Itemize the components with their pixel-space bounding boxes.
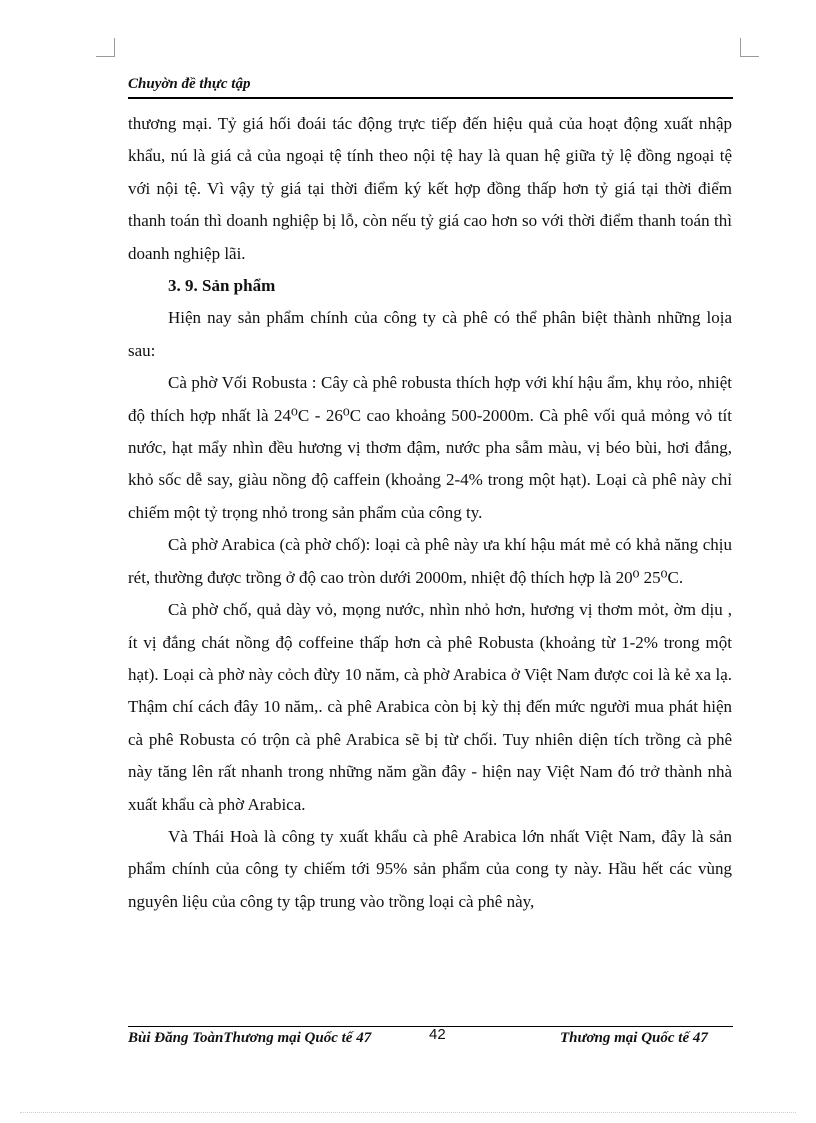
- paragraph: Cà phờ Vối Robusta : Cây cà phê robusta thích hợp với khí hậu ẩm, khụ rỏo, nhiệt độ thích hợp nhất là 24⁰C - 26⁰C cao khoảng 500-2000m. Cà phê vối quả mỏng vỏ tít nước, hạt mẩy nhìn đều hương vị thơm đậm, nước pha sẫm màu, vị béo bùi, hơi đắng, khỏ sốc dễ say, giàu nồng độ caffein (khoảng 2-4% trong một hạt). Loại cà phê này chỉ chiếm một tỷ trọng nhỏ trong sản phẩm của công ty.: [128, 373, 732, 522]
- crop-mark-top-left: [96, 38, 115, 57]
- header-rule: [128, 97, 733, 99]
- paragraph: Cà phờ Arabica (cà phờ chố): loại cà phê này ưa khí hậu mát mẻ có khả năng chịu rét, thường được trồng ở độ cao tròn dưới 2000m, nhiệt độ thích hợp là 20⁰ 25⁰C.: [128, 535, 732, 587]
- crop-mark-top-right: [740, 38, 759, 57]
- paragraph: Cà phờ chố, quả dày vỏ, mọng nước, nhìn nhỏ hơn, hương vị thơm mỏt, ờm dịu , ít vị đắng chát nồng độ coffeine thấp hơn cà phê Robusta (khoảng từ 1-2% trong một hạt). Loại cà phờ này cỏch đừy 10 năm, cà phờ Arabica ở Việt Nam được coi là kẻ xa lạ. Thậm chí cách đây 10 năm,. cà phê Arabica còn bị kỳ thị đến mức người mua phát hiện cà phê Robusta có trộn cà phê Arabica sẽ bị từ chối. Tuy nhiên diện tích trồng cà phê này tăng lên rất nhanh trong những năm gần đây - hiện nay Việt Nam đó trở thành nhà xuất khẩu cà phờ Arabica.: [128, 600, 732, 814]
- page-number: 42: [429, 1026, 446, 1043]
- paragraph-continued: thương mại. Tỷ giá hối đoái tác động trực tiếp đến hiệu quả của hoạt động xuất nhập khẩu, nú là giá cả của ngoại tệ tính theo nội tệ hay là quan hệ giữa tỷ lệ đồng ngoại tệ với nội tệ. Vì vậy tỷ giá tại thời điểm ký kết hợp đồng thấp hơn tỷ giá tại thời điểm thanh toán thì doanh nghiệp bị lỗ, còn nếu tỷ giá cao hơn so với thời điểm thanh toán thì doanh nghiệp lãi.: [128, 114, 732, 263]
- section-heading: 3. 9. Sản phẩm: [168, 276, 276, 296]
- footer-author: Bùi Đăng ToànThương mại Quốc tế 47: [128, 1030, 372, 1046]
- footer-course: Thương mại Quốc tế 47: [560, 1030, 708, 1046]
- paragraph: Và Thái Hoà là công ty xuất khẩu cà phê Arabica lớn nhất Việt Nam, đây là sản phẩm chính của công ty chiếm tới 95% sản phẩm của cong ty này. Hầu hết các vùng nguyên liệu của công ty tập trung vào trồng loại cà phê này,: [128, 826, 732, 911]
- body-text: [128, 108, 732, 918]
- paragraph: Hiện nay sản phẩm chính của công ty cà phê có thể phân biệt thành những loịa sau:: [128, 308, 732, 360]
- page-edge-divider: [20, 1112, 796, 1113]
- running-header: Chuyờn đề thực tập: [128, 76, 251, 92]
